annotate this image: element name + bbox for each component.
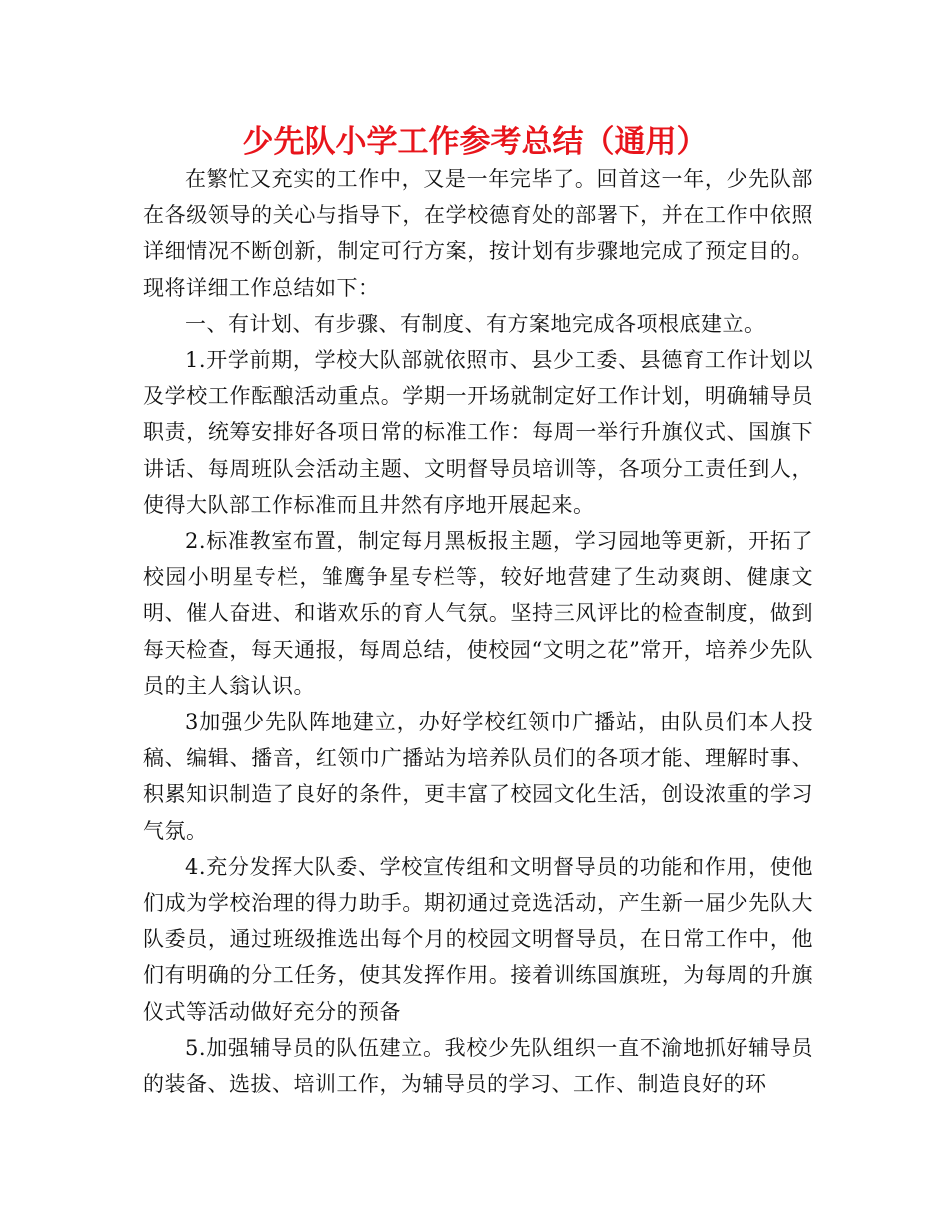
paragraph-item-1: 1.开学前期，学校大队部就依照市、县少工委、县德育工作计划以及学校工作酝酿活动重点。学期一开场就制定好工作计划，明确辅导员职责，统筹安排好各项日常的标准工作：每周一举行升旗仪式、国旗下讲话、每周班队会活动主题、文明督导员培训等，各项分工责任到人，使得大队部工作标准而且井然有序地开展起来。 <box>143 348 813 517</box>
paragraph-item-3: 3加强少先队阵地建立，办好学校红领巾广播站，由队员们本人投稿、编辑、播音，红领巾广播站为培养队员们的各项才能、理解时事、积累知识制造了良好的条件，更丰富了校园文化生活，创设浓重的学习气氛。 <box>143 710 813 843</box>
document-title: 少先队小学工作参考总结（通用） <box>242 124 708 160</box>
paragraph-item-5: 5.加强辅导员的队伍建立。我校少先队组织一直不渝地抓好辅导员的装备、选拔、培训工作，为辅导员的学习、工作、制造良好的环 <box>143 1035 813 1097</box>
paragraph-intro: 在繁忙又充实的工作中，又是一年完毕了。回首这一年，少先队部在各级领导的关心与指导下，在学校德育处的部署下，并在工作中依照详细情况不断创新，制定可行方案，按计划有步骤地完成了预定目的。现将详细工作总结如下： <box>143 167 813 300</box>
paragraph-item-4: 4.充分发挥大队委、学校宣传组和文明督导员的功能和作用，使他们成为学校治理的得力助手。期初通过竞选活动，产生新一届少先队大队委员，通过班级推选出每个月的校园文明督导员，在日常工作中，他们有明确的分工任务，使其发挥作用。接着训练国旗班，为每周的升旗仪式等活动做好充分的预备 <box>143 854 813 1024</box>
paragraph-section-heading: 一、有计划、有步骤、有制度、有方案地完成各项根底建立。 <box>185 311 766 336</box>
document-body <box>143 161 813 1102</box>
paragraph-item-2: 2.标准教室布置，制定每月黑板报主题，学习园地等更新，开拓了校园小明星专栏，雏鹰争星专栏等，较好地营建了生动爽朗、健康文明、催人奋进、和谐欢乐的育人气氛。坚持三风评比的检查制度，做到每天检查，每天通报，每周总结，使校园“文明之花”常开，培养少先队员的主人翁认识。 <box>143 529 813 698</box>
